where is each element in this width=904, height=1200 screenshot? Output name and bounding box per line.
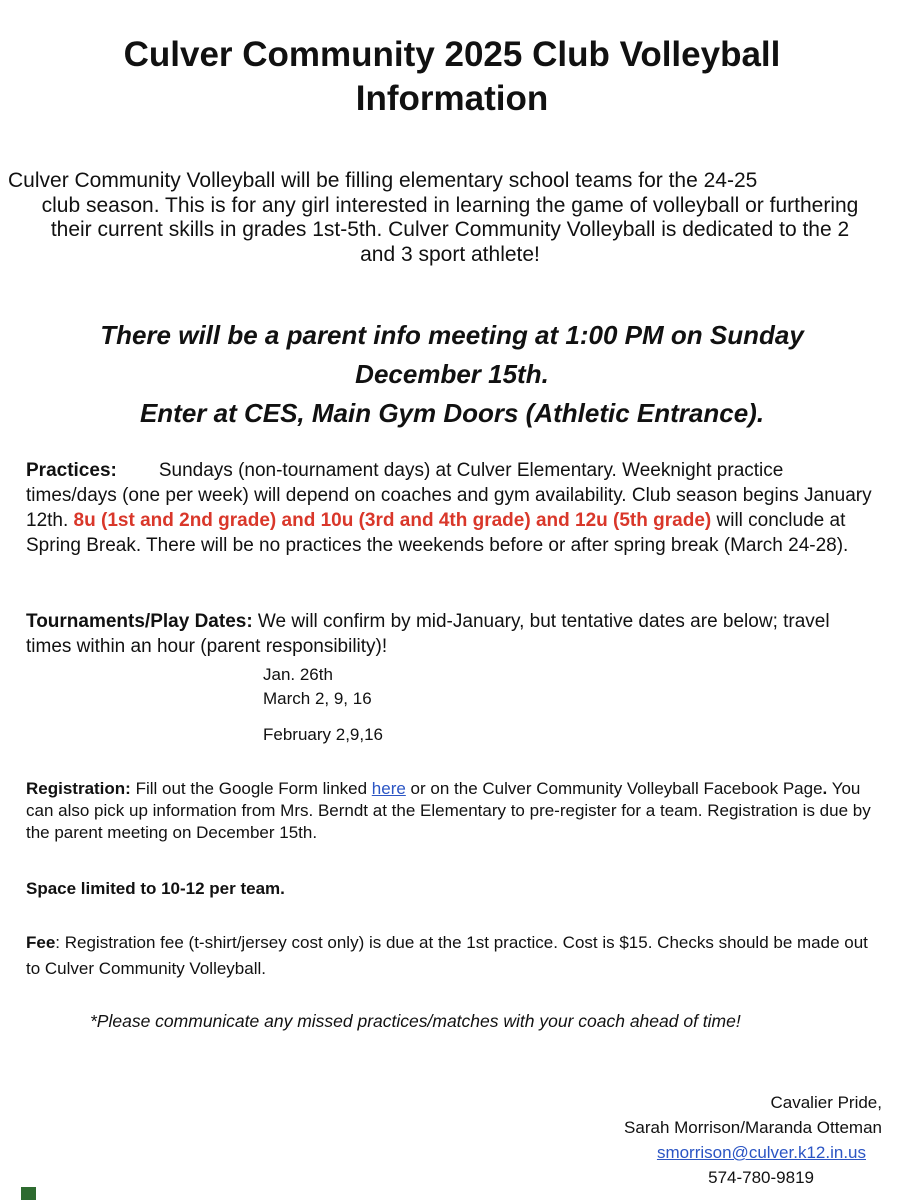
intro-rest: club season. This is for any girl interested in learning the game of volleyball or furthering their current skills in grades 1st-5th. Culver Community Volleyball is dedicated to the 2 and 3 sport athlete! xyxy=(41,193,859,266)
practices-section xyxy=(26,458,876,558)
registration-bold-period: . xyxy=(822,779,828,798)
meeting-line-date: December 15th. xyxy=(355,359,549,389)
fee-text: : Registration fee (t-shirt/jersey cost only) is due at the 1st practice. Cost is $15. Checks should be made out to Culver Community Volleyball. xyxy=(26,933,868,978)
registration-text-after: You can also pick up information from Mrs. Berndt at the Elementary to pre-register for a team. Registration is due by the parent meeting on December 15th. xyxy=(26,779,871,842)
registration-text-middle: or on the Culver Community Volleyball Facebook Page xyxy=(405,779,823,798)
registration-label: Registration: xyxy=(26,779,131,798)
tournaments-text: We will confirm by mid-January, but tentative dates are below; travel times within an hour (parent responsibility)! xyxy=(26,611,830,657)
signature-block xyxy=(462,1090,882,1190)
google-form-link[interactable]: here xyxy=(371,779,406,798)
practices-text-after: will conclude at Spring Break. There will be no practices the weekends before or after spring break (March 24-28). xyxy=(26,510,849,556)
intro-paragraph xyxy=(8,169,868,267)
meeting-line-time: There will be a parent info meeting at 1:00 PM on Sunday xyxy=(100,320,804,350)
tournament-date: Jan. 26th xyxy=(263,665,333,684)
tournaments-section xyxy=(26,609,876,659)
fee-label: Fee xyxy=(26,933,56,952)
tournament-date: March 2, 9, 16 xyxy=(263,689,372,708)
missed-practice-notice: *Please communicate any missed practices/matches with your coach ahead of time! xyxy=(90,1011,741,1031)
practices-label: Practices: xyxy=(26,460,117,481)
contact-phone: 574-780-9819 xyxy=(708,1168,814,1187)
space-limit-note: Space limited to 10-12 per team. xyxy=(26,879,285,898)
signature-names: Sarah Morrison/Maranda Otteman xyxy=(624,1118,882,1137)
registration-text-before: Fill out the Google Form linked xyxy=(130,779,372,798)
page-title: Culver Community 2025 Club Volleyball Information xyxy=(123,35,781,118)
practices-text-before: Sundays (non-tournament days) at Culver Elementary. Weeknight practice times/days (one per week) will depend on coaches and gym availability. Club season begins January 12th. xyxy=(26,460,872,531)
tournament-date: February 2,9,16 xyxy=(263,725,384,744)
signature-closing: Cavalier Pride, xyxy=(770,1093,882,1112)
meeting-announcement xyxy=(20,316,884,433)
contact-email-link[interactable]: smorrison@culver.k12.in.us xyxy=(656,1143,866,1162)
intro-first-line: Culver Community Volleyball will be filling elementary school teams for the 24-25 xyxy=(8,169,758,192)
tournaments-label: Tournaments/Play Dates: xyxy=(26,611,253,632)
registration-section xyxy=(26,778,876,844)
meeting-line-location: Enter at CES, Main Gym Doors (Athletic Entrance). xyxy=(139,398,765,428)
fee-section xyxy=(26,930,876,982)
practices-age-groups: 8u (1st and 2nd grade) and 10u (3rd and 4th grade) and 12u (5th grade) xyxy=(73,510,712,531)
green-corner-marker xyxy=(21,1187,36,1200)
